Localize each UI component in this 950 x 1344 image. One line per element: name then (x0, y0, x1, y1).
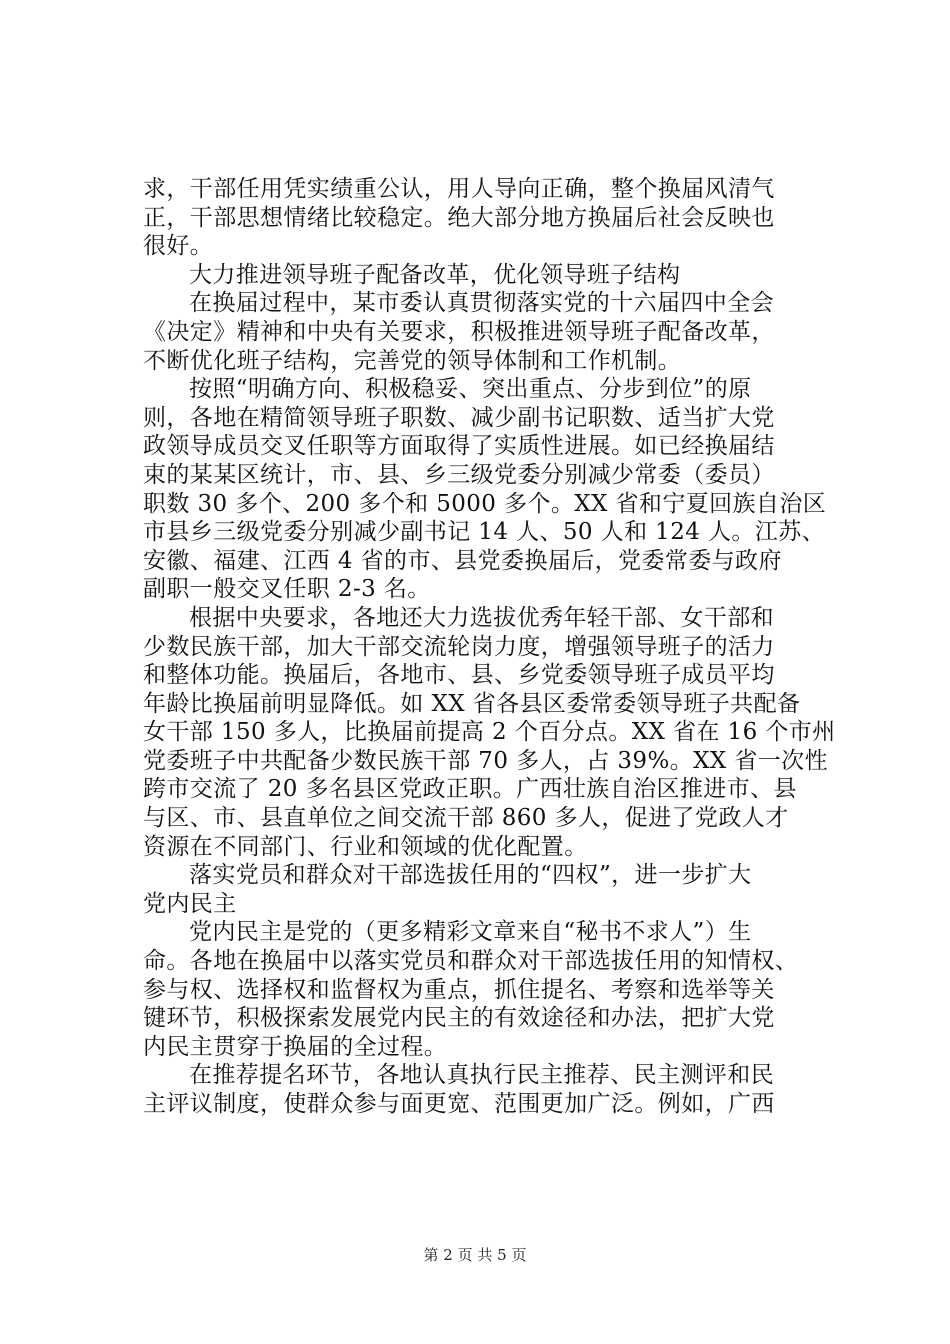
text-line: 束的某某区统计，市、县、乡三级党委分别减少常委（委员） (143, 461, 775, 488)
text-line: 《决定》精神和中央有关要求，积极推进领导班子配备改革， (143, 318, 775, 345)
text-line: 在推荐提名环节，各地认真执行民主推荐、民主测评和民 (189, 1062, 774, 1089)
text-line: 党内民主是党的（更多精彩文章来自“秘书不求人”）生 (189, 919, 752, 946)
text-line: 党委班子中共配备少数民族干部 70 多人，占 39%。XX 省一次性 (143, 747, 828, 774)
text-line: 职数 30 多个、200 多个和 5000 多个。XX 省和宁夏回族自治区 (143, 490, 827, 517)
text-line: 与区、市、县直单位之间交流干部 860 多人，促进了党政人才 (143, 805, 789, 832)
text-line: 正，干部思想情绪比较稳定。绝大部分地方换届后社会反映也 (143, 204, 775, 231)
text-line: 落实党员和群众对干部选拔任用的“四权”，进一步扩大 (189, 862, 752, 889)
text-line: 安徽、福建、江西 4 省的市、县党委换届后，党委常委与政府 (143, 547, 782, 574)
text-line: 跨市交流了 20 多名县区党政正职。广西壮族自治区推进市、县 (143, 776, 797, 803)
text-line: 求，干部任用凭实绩重公认，用人导向正确，整个换届风清气 (143, 176, 775, 202)
text-line: 根据中央要求，各地还大力选拔优秀年轻干部、女干部和 (189, 604, 774, 631)
document-body (143, 175, 836, 1119)
text-line: 很好。 (143, 233, 214, 260)
text-line: 则，各地在精简领导班子职数、减少副书记职数、适当扩大党 (143, 404, 775, 431)
text-line: 主评议制度，使群众参与面更宽、范围更加广泛。例如，广西 (143, 1091, 775, 1117)
text-line: 大力推进领导班子配备改革，优化领导班子结构 (189, 261, 681, 288)
text-line: 内民主贯穿于换届的全过程。 (143, 1033, 448, 1060)
text-line: 少数民族干部，加大干部交流轮岗力度，增强领导班子的活力 (143, 633, 775, 660)
text-line: 不断优化班子结构，完善党的领导体制和工作机制。 (143, 347, 682, 374)
text-line: 键环节，积极探索发展党内民主的有效途径和办法，把扩大党 (143, 1005, 775, 1032)
text-line: 参与权、选择权和监督权为重点，抓住提名、考察和选举等关 (143, 976, 775, 1003)
text-line: 市县乡三级党委分别减少副书记 14 人、50 人和 124 人。江苏、 (143, 519, 825, 546)
text-line: 女干部 150 多人，比换届前提高 2 个百分点。XX 省在 16 个市州 (143, 719, 836, 746)
page-footer: 第 2 页 共 5 页 (423, 1246, 527, 1264)
text-line: 副职一般交叉任职 2-3 名。 (143, 576, 431, 603)
text-line: 按照“明确方向、积极稳妥、突出重点、分步到位”的原 (189, 376, 752, 403)
text-line: 资源在不同部门、行业和领域的优化配置。 (143, 833, 588, 860)
text-line: 年龄比换届前明显降低。如 XX 省各县区委常委领导班子共配备 (143, 690, 801, 717)
text-line: 和整体功能。换届后，各地市、县、乡党委领导班子成员平均 (143, 662, 775, 689)
text-line: 命。各地在换届中以落实党员和群众对干部选拔任用的知情权、 (143, 948, 799, 975)
text-line: 党内民主 (143, 890, 237, 917)
text-line: 在换届过程中，某市委认真贯彻落实党的十六届四中全会 (189, 290, 774, 317)
text-line: 政领导成员交叉任职等方面取得了实质性进展。如已经换届结 (143, 433, 775, 460)
